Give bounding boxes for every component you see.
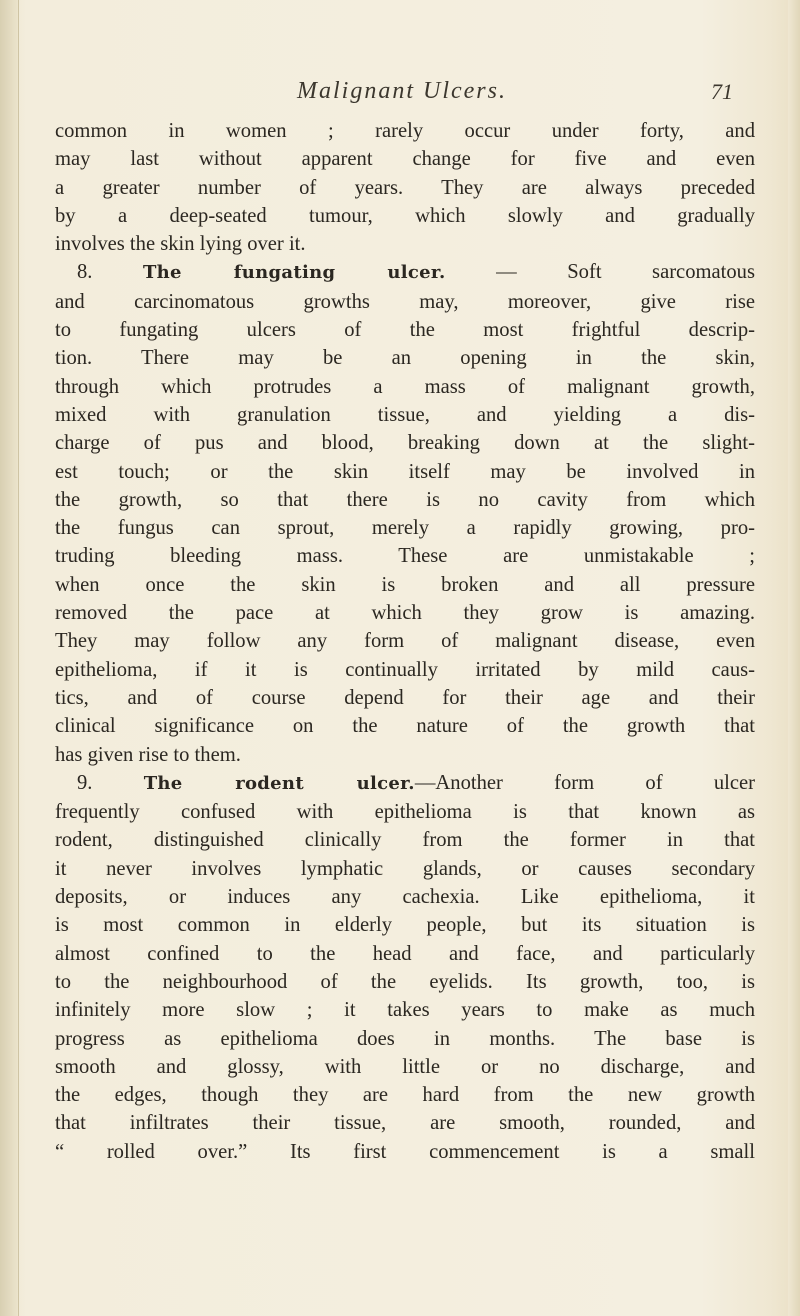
text-line: frequently confused with epithelioma is that known as xyxy=(55,801,755,824)
body-text xyxy=(55,117,755,1166)
text-line: when once the skin is broken and all pressure xyxy=(55,573,755,596)
text-line: the edges, though they are hard from the new growth xyxy=(55,1084,755,1107)
paragraph-fungating-ulcer xyxy=(55,258,755,768)
page-number: 71 xyxy=(711,79,733,104)
text-line: They may follow any form of malignant disease, even xyxy=(55,630,755,653)
paragraph-rodent-ulcer xyxy=(55,769,755,1166)
text-line: progress as epithelioma does in months. The base is xyxy=(55,1027,755,1050)
text-line: involves the skin lying over it. xyxy=(55,233,306,256)
text-line: almost confined to the head and face, and particularly xyxy=(55,942,755,965)
section-number: 9. xyxy=(77,771,93,794)
text-line: infinitely more slow ; it takes years to make as much xyxy=(55,999,755,1022)
text-line: a greater number of years. They are always preceded xyxy=(55,176,755,199)
text-line: tics, and of course depend for their age and their xyxy=(55,686,755,709)
text-line: charge of pus and blood, breaking down at the slight- xyxy=(55,432,755,455)
text-line: epithelioma, if it is continually irritated by mild caus- xyxy=(55,658,755,681)
text-line: rodent, distinguished clinically from the former in that xyxy=(55,829,755,852)
text-line: through which protrudes a mass of malignant growth, xyxy=(55,375,755,398)
text-line: tion. There may be an opening in the skin, xyxy=(55,347,755,370)
text-line xyxy=(55,258,755,287)
text-line: mixed with granulation tissue, and yielding a dis- xyxy=(55,403,755,426)
section-heading: The rodent ulcer. xyxy=(143,772,415,794)
text-line: to the neighbourhood of the eyelids. Its growth, too, is xyxy=(55,970,755,993)
text-line: clinical significance on the nature of the growth that xyxy=(55,715,755,738)
text-line: est touch; or the skin itself may be involved in xyxy=(55,460,755,483)
text-line: smooth and glossy, with little or no discharge, and xyxy=(55,1055,755,1078)
text-line: “ rolled over.” Its first commencement is a small xyxy=(55,1140,755,1163)
text-line: is most common in elderly people, but its situation is xyxy=(55,914,755,937)
text-line: has given rise to them. xyxy=(55,743,241,766)
text-line: and carcinomatous growths may, moreover, give rise xyxy=(55,290,755,313)
page-gutter-shadow xyxy=(0,0,19,1316)
text-line: to fungating ulcers of the most frightful descrip- xyxy=(55,319,755,342)
text-run: — Soft sarcomatous xyxy=(496,261,755,284)
text-line: by a deep-seated tumour, which slowly and gradually xyxy=(55,204,755,227)
text-line: truding bleeding mass. These are unmistakable ; xyxy=(55,545,755,568)
page-header xyxy=(0,78,800,108)
page-edge-shadow xyxy=(788,0,800,1316)
text-run: —Another form of ulcer xyxy=(414,771,755,794)
section-heading: The fungating ulcer. xyxy=(142,262,446,284)
running-head: Malignant Ulcers. xyxy=(297,78,507,104)
text-line xyxy=(55,769,755,798)
text-line: may last without apparent change for five and even xyxy=(55,148,755,171)
text-line: removed the pace at which they grow is amazing. xyxy=(55,602,755,625)
text-line: common in women ; rarely occur under forty, and xyxy=(55,120,755,142)
paragraph-continued xyxy=(55,117,755,258)
section-number: 8. xyxy=(77,261,93,284)
text-line: deposits, or induces any cachexia. Like epithelioma, it xyxy=(55,886,755,909)
text-line: it never involves lymphatic glands, or causes secondary xyxy=(55,857,755,880)
text-line: that infiltrates their tissue, are smooth, rounded, and xyxy=(55,1112,755,1135)
text-line: the fungus can sprout, merely a rapidly growing, pro- xyxy=(55,517,755,540)
text-line: the growth, so that there is no cavity from which xyxy=(55,488,755,511)
